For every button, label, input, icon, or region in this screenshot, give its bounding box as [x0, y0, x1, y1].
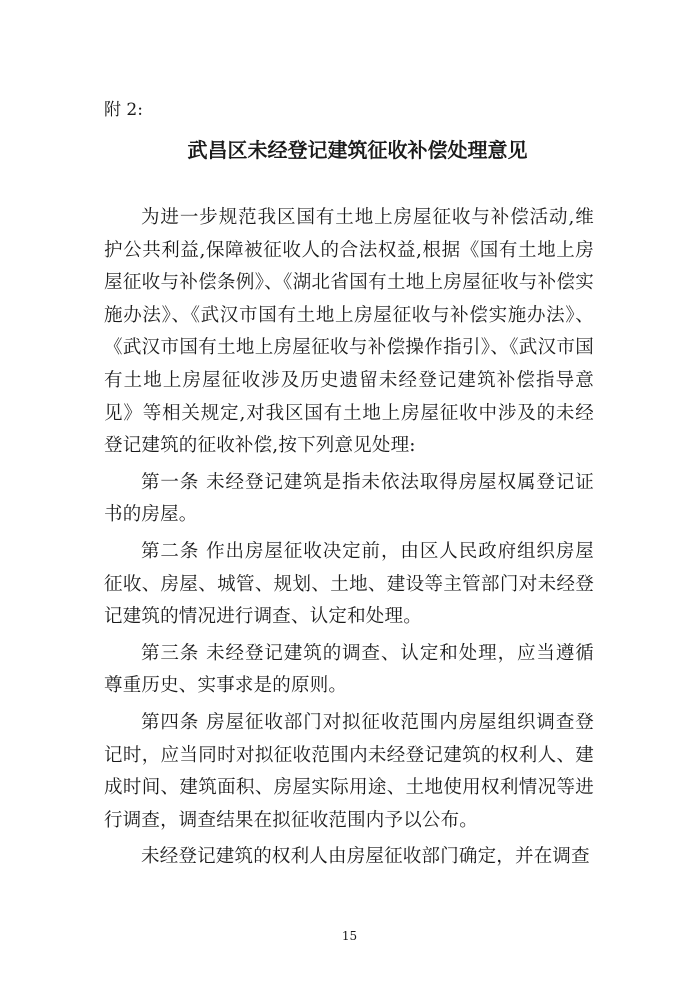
paragraph-intro: 为进一步规范我区国有土地上房屋征收与补偿活动,维护公共利益,保障被征收人的合法权益,根据《国有土地上房屋征收与补偿条例》、《湖北省国有土地上房屋征收与补偿实施办法》、《武汉市国有土地上房屋征收与补偿实施办法》、《武汉市国有土地上房屋征收与补偿操作指引》、《武汉市国有土地上房屋征收涉及历史遗留未经登记建筑补偿指导意见》等相关规定,对我区国有土地上房屋征收中涉及的未经登记建筑的征收补偿,按下列意见处理: — [104, 207, 594, 457]
paragraph-article-3: 第三条 未经登记建筑的调查、认定和处理，应当遵循尊重历史、实事求是的原则。 — [104, 642, 594, 697]
page-number: 15 — [341, 929, 358, 943]
paragraph-article-2: 第二条 作出房屋征收决定前，由区人民政府组织房屋征收、房屋、城管、规划、土地、建设等主管部门对未经登记建筑的情况进行调查、认定和处理。 — [104, 540, 594, 628]
document-title: 武昌区未经登记建筑征收补偿处理意见 — [187, 138, 528, 162]
paragraph-continuation: 未经登记建筑的权利人由房屋征收部门确定，并在调查 — [141, 846, 590, 868]
paragraph-article-4: 第四条 房屋征收部门对拟征收范围内房屋组织调查登记时，应当同时对拟征收范围内未经登记建筑的权利人、建成时间、建筑面积、房屋实际用途、土地使用权利情况等进行调查，调查结果在拟征收范围内予以公布。 — [104, 711, 594, 831]
paragraph-article-1: 第一条 未经登记建筑是指未依法取得房屋权属登记证书的房屋。 — [104, 471, 594, 526]
document-body — [104, 202, 594, 878]
attachment-label: 附 2: — [104, 100, 143, 120]
